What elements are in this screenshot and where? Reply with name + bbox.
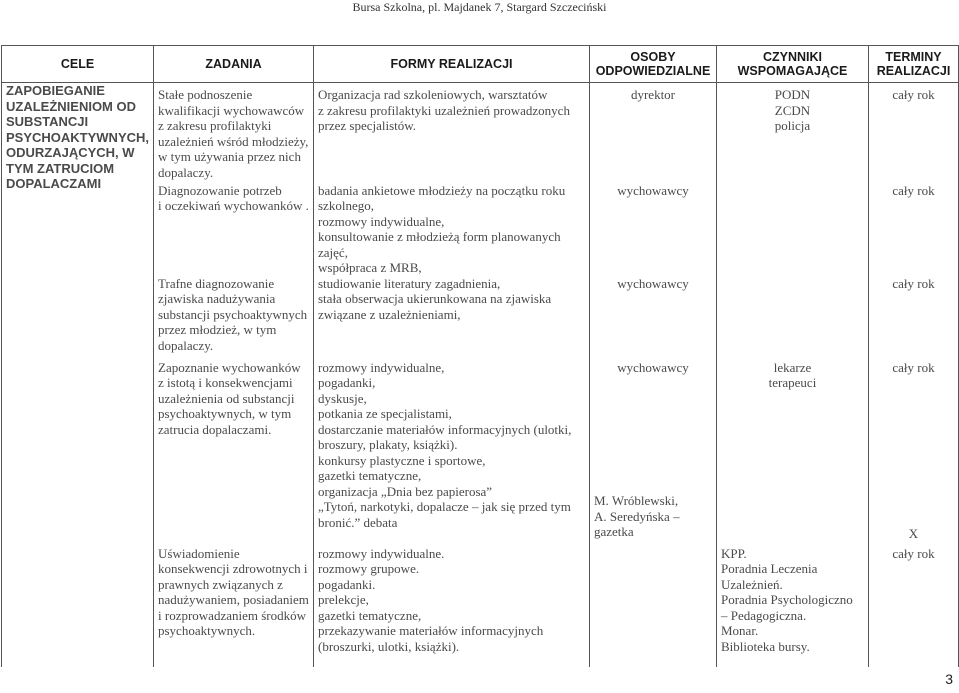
forms-text: Organizacja rad szkoleniowych, warsztatów z zakresu profilaktyki uzależnień prowadzonych przez specjalistów. (318, 87, 570, 133)
persons-text: wychowawcy (617, 359, 689, 375)
support-cell (717, 83, 869, 183)
page-number: 3 (945, 671, 953, 687)
forms-cell (314, 83, 590, 183)
table-header-row (2, 46, 959, 83)
support-text: PODN ZCDN policja (774, 87, 811, 133)
support-text: lekarze terapeuci (768, 359, 817, 390)
document-header: Bursa Szkolna, pl. Majdanek 7, Stargard Szczeciński (352, 0, 607, 14)
forms-text: badania ankietowe młodzieży na początku roku szkolnego, rozmowy indywidualne, konsultowanie z młodzieżą form planowanych zajęć, współpraca z MRB, (318, 182, 566, 275)
support-cell (717, 546, 869, 667)
persons-text: wychowawcy (617, 275, 689, 291)
persons-cell (590, 183, 717, 276)
persons-text: dyrektor (630, 87, 676, 102)
term-cell (869, 83, 959, 183)
forms-text: studiowanie literatury zagadnienia, stała obserwacja ukierunkowana na zjawiska związane z uzależnieniami, (318, 275, 552, 322)
prevention-plan-table (1, 45, 959, 667)
forms-cell (314, 546, 590, 667)
forms-cell (314, 360, 590, 546)
term-text: cały rok (892, 359, 935, 375)
term-text: cały rok (892, 275, 935, 291)
term-x-mark: X (908, 526, 919, 541)
task-cell (154, 276, 314, 360)
task-text: Zapoznanie wychowanków z istotą i konsekwencjami uzależnienia od substancji psychoaktywnych, w tym zatrucia dopalaczami. (158, 359, 301, 437)
table-row (2, 83, 959, 183)
term-cell (869, 360, 959, 546)
task-text: Stałe podnoszenie kwalifikacji wychowawców z zakresu profilaktyki uzależnień wśród młodzieży, w tym używania przez nich dopalaczy. (158, 87, 309, 180)
task-text: Diagnozowanie potrzeb i oczekiwań wychowanków . (158, 182, 309, 213)
term-cell (869, 546, 959, 667)
task-text: Uświadomienie konsekwencji zdrowotnych i prawnych związanych z nadużywaniem, posiadaniem i rozprowadzaniem środków psychoaktywnych. (158, 545, 309, 638)
goal-cell: ZAPOBIEGANIE UZALEŻNIENIOM OD SUBSTANCJI PSYCHOAKTYWNYCH, ODURZAJĄCYCH, W TYM ZATRUCIOM DOPALACZAMI (2, 83, 154, 667)
support-cell (717, 276, 869, 360)
task-text: Trafne diagnozowanie zjawiska nadużywania substancji psychoaktywnych przez młodzież, w tym dopalaczy. (158, 275, 308, 353)
column-header-terms: TERMINY REALIZACJI (869, 46, 959, 83)
persons-text: wychowawcy (617, 182, 689, 198)
gazette-persons-text: M. Wróblewski, A. Seredyńska – gazetka (594, 493, 680, 539)
task-cell (154, 83, 314, 183)
forms-cell (314, 183, 590, 276)
support-cell (717, 360, 869, 546)
persons-cell (590, 546, 717, 667)
term-cell (869, 276, 959, 360)
column-header-support: CZYNNIKI WSPOMAGAJĄCE (717, 46, 869, 83)
term-text: cały rok (892, 87, 935, 102)
column-header-tasks: ZADANIA (154, 46, 314, 83)
column-header-persons: OSOBY ODPOWIEDZIALNE (590, 46, 717, 83)
forms-text: rozmowy indywidualne. rozmowy grupowe. pogadanki. prelekcje, gazetki tematyczne, przekazywanie materiałów informacyjnych (broszurki, ulotki, książki). (318, 545, 544, 654)
term-text: cały rok (892, 545, 935, 561)
persons-cell (590, 360, 717, 546)
forms-cell (314, 276, 590, 360)
support-text: KPP. Poradnia Leczenia Uzależnień. Poradnia Psychologiczno – Pedagogiczna. Monar. Biblioteka bursy. (721, 545, 853, 654)
support-cell (717, 183, 869, 276)
term-cell (869, 183, 959, 276)
persons-cell (590, 276, 717, 360)
column-header-goals: CELE (2, 46, 154, 83)
term-text: cały rok (892, 182, 935, 198)
task-cell (154, 183, 314, 276)
column-header-forms: FORMY REALIZACJI (314, 46, 590, 83)
task-cell (154, 546, 314, 667)
task-cell (154, 360, 314, 546)
persons-cell (590, 83, 717, 183)
forms-text: rozmowy indywidualne, pogadanki, dyskusje, potkania ze specjalistami, dostarczanie materiałów informacyjnych (ulotki, broszury, plakaty, książki). konkursy plastyczne i sportowe, gazetki tematyczne, organizacja „Dnia bez papierosa” „Tytoń, narkotyki, dopalacze – jak się przed tym bronić.” debata (318, 359, 572, 530)
